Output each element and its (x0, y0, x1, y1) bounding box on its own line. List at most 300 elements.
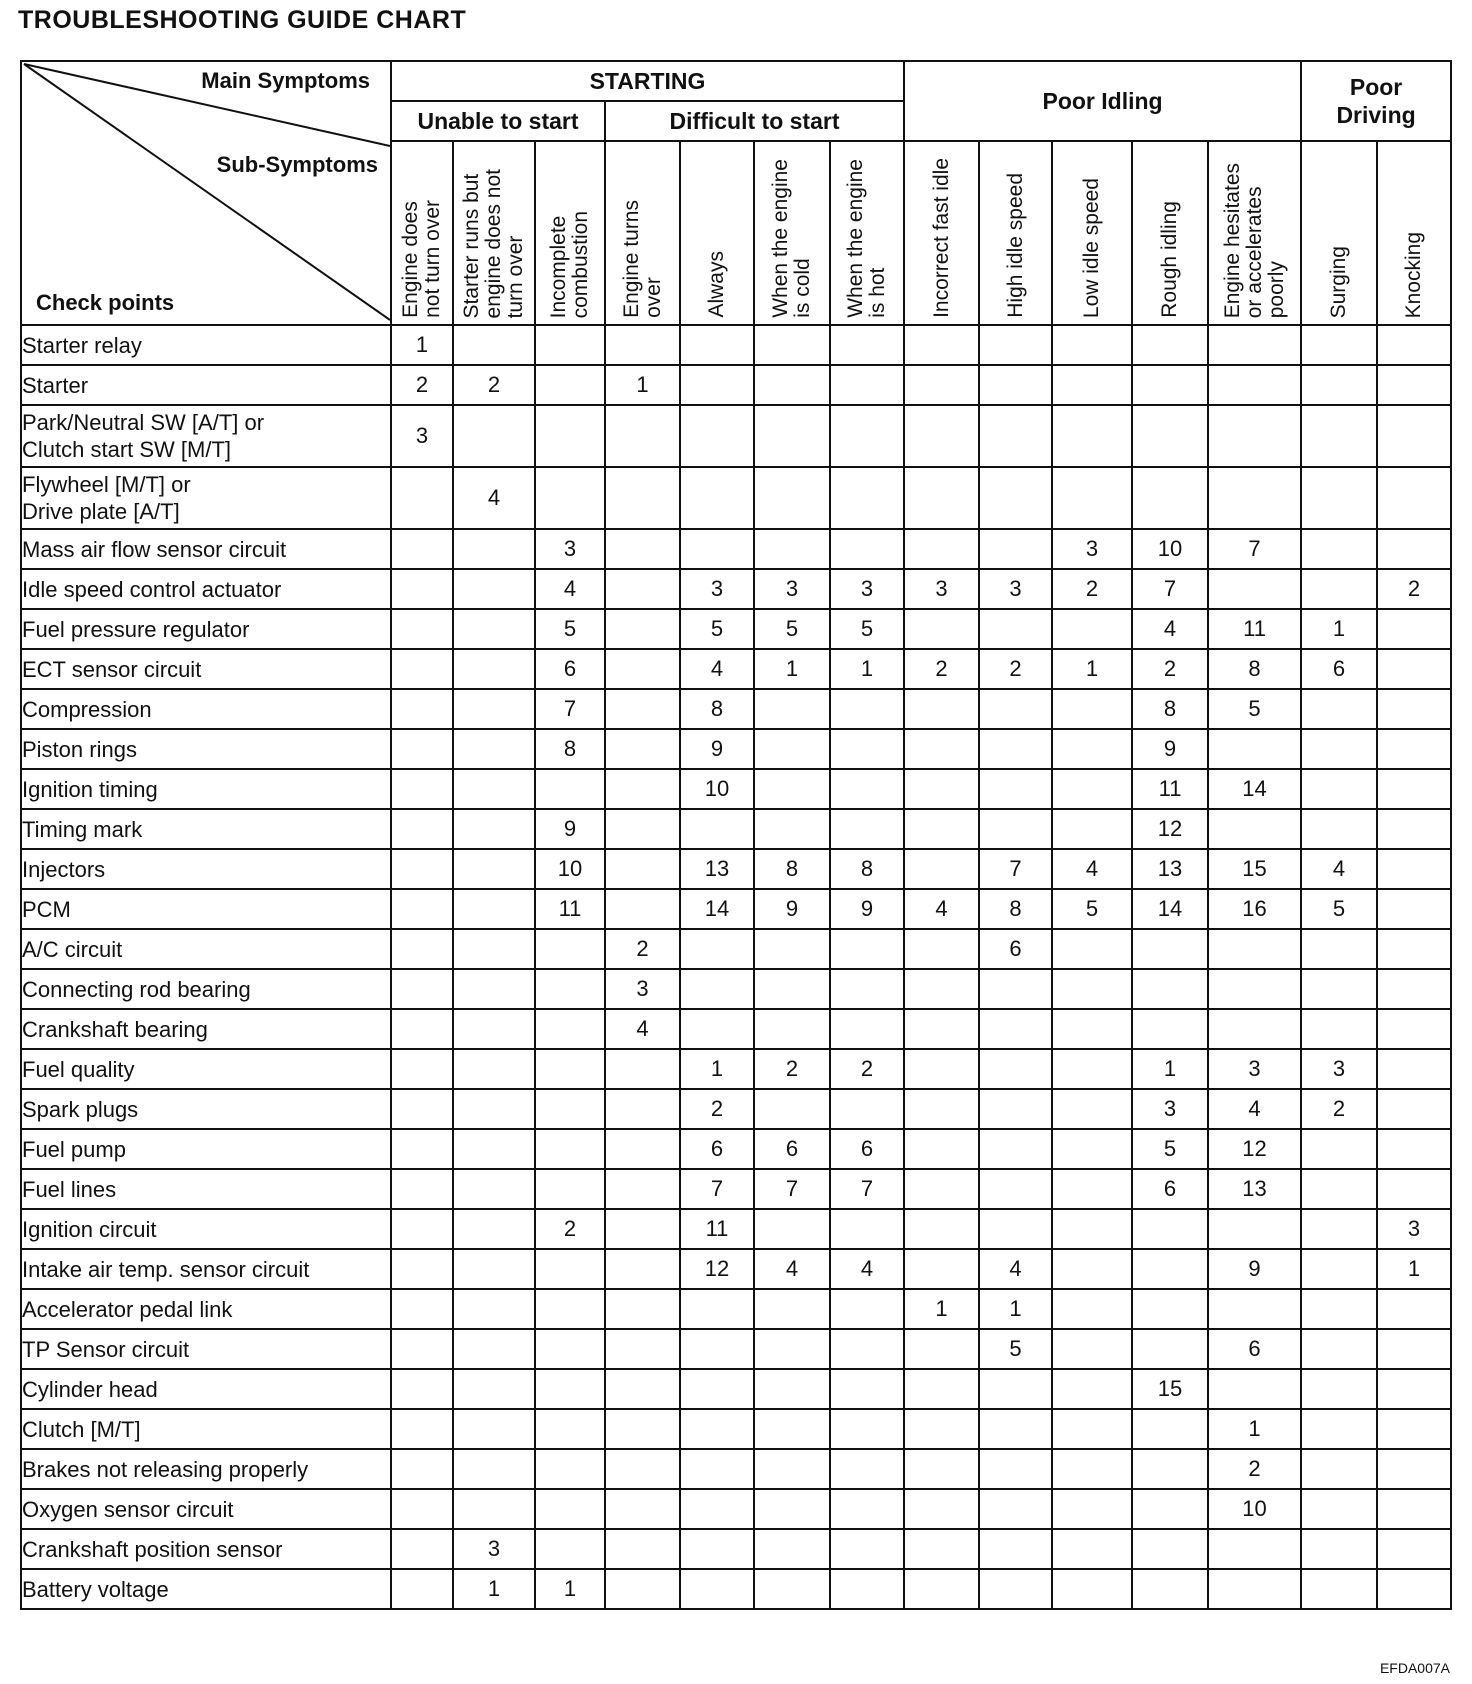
priority-cell (1301, 1249, 1377, 1289)
priority-cell (1301, 969, 1377, 1009)
priority-cell (1301, 1489, 1377, 1529)
check-point-label: Piston rings (21, 729, 391, 769)
priority-cell: 15 (1208, 849, 1301, 889)
priority-cell (391, 1489, 453, 1529)
priority-cell (1052, 1449, 1132, 1489)
priority-cell (391, 729, 453, 769)
priority-cell: 2 (391, 365, 453, 405)
priority-cell: 7 (1208, 529, 1301, 569)
priority-cell (453, 729, 535, 769)
priority-cell (535, 969, 605, 1009)
priority-cell: 4 (680, 649, 754, 689)
table-row (21, 1049, 1451, 1089)
priority-cell (979, 729, 1052, 769)
sub-symptom-label: Surging (1327, 245, 1351, 318)
priority-cell: 9 (1208, 1249, 1301, 1289)
priority-cell: 4 (979, 1249, 1052, 1289)
check-point-label: PCM (21, 889, 391, 929)
priority-cell (904, 689, 979, 729)
priority-cell (391, 609, 453, 649)
priority-cell (1132, 1529, 1208, 1569)
priority-cell (605, 1529, 680, 1569)
priority-cell (605, 325, 680, 365)
priority-cell (453, 1489, 535, 1529)
check-point-label: Crankshaft position sensor (21, 1529, 391, 1569)
priority-cell: 2 (904, 649, 979, 689)
sub-symptom-label: When the engine is cold (769, 159, 814, 318)
priority-cell (453, 1449, 535, 1489)
priority-cell (830, 529, 904, 569)
priority-cell (680, 1489, 754, 1529)
priority-cell (1377, 1449, 1451, 1489)
priority-cell (1377, 1529, 1451, 1569)
priority-cell (754, 529, 830, 569)
priority-cell (1052, 1249, 1132, 1289)
priority-cell (1301, 365, 1377, 405)
priority-cell (391, 1569, 453, 1609)
priority-cell: 2 (754, 1049, 830, 1089)
priority-cell: 11 (1132, 769, 1208, 809)
priority-cell: 9 (754, 889, 830, 929)
priority-cell (1377, 969, 1451, 1009)
priority-cell: 13 (680, 849, 754, 889)
priority-cell (1377, 467, 1451, 529)
priority-cell (1132, 365, 1208, 405)
priority-cell (1301, 1129, 1377, 1169)
check-point-label: Spark plugs (21, 1089, 391, 1129)
priority-cell (453, 1209, 535, 1249)
corner-diagonal-lines (22, 62, 392, 324)
priority-cell: 1 (1132, 1049, 1208, 1089)
priority-cell: 10 (535, 849, 605, 889)
table-row (21, 729, 1451, 769)
table-row (21, 1129, 1451, 1169)
sub-symptom-header (830, 141, 904, 325)
table-row (21, 1409, 1451, 1449)
priority-cell (904, 1569, 979, 1609)
priority-cell (391, 529, 453, 569)
priority-cell (605, 1049, 680, 1089)
priority-cell (1377, 1089, 1451, 1129)
group-starting: STARTING (391, 61, 904, 101)
table-row (21, 325, 1451, 365)
priority-cell: 8 (830, 849, 904, 889)
check-point-label: Accelerator pedal link (21, 1289, 391, 1329)
priority-cell (904, 325, 979, 365)
priority-cell (979, 769, 1052, 809)
priority-cell (1301, 325, 1377, 365)
priority-cell (535, 1289, 605, 1329)
priority-cell (754, 969, 830, 1009)
priority-cell (1052, 1089, 1132, 1129)
priority-cell: 6 (1132, 1169, 1208, 1209)
priority-cell (1052, 609, 1132, 649)
priority-cell (1132, 1209, 1208, 1249)
priority-cell (830, 1569, 904, 1609)
priority-cell: 8 (979, 889, 1052, 929)
priority-cell (979, 467, 1052, 529)
priority-cell (904, 1409, 979, 1449)
priority-cell (979, 1129, 1052, 1169)
check-point-label: Connecting rod bearing (21, 969, 391, 1009)
priority-cell (754, 729, 830, 769)
priority-cell (1052, 1129, 1132, 1169)
priority-cell: 16 (1208, 889, 1301, 929)
priority-cell: 2 (535, 1209, 605, 1249)
priority-cell: 9 (1132, 729, 1208, 769)
priority-cell: 10 (1132, 529, 1208, 569)
sub-symptoms-label: Sub-Symptoms (216, 152, 378, 177)
group-difficult-to-start: Difficult to start (605, 101, 904, 141)
priority-cell (754, 325, 830, 365)
priority-cell (1052, 1569, 1132, 1609)
priority-cell (1377, 325, 1451, 365)
table-row (21, 1449, 1451, 1489)
priority-cell: 11 (535, 889, 605, 929)
priority-cell: 8 (680, 689, 754, 729)
sub-symptom-label: Incomplete combustion (547, 210, 592, 318)
priority-cell (1377, 609, 1451, 649)
priority-cell (680, 1289, 754, 1329)
sub-symptom-header (453, 141, 535, 325)
priority-cell (1377, 1169, 1451, 1209)
priority-cell (391, 1329, 453, 1369)
priority-cell (1132, 1489, 1208, 1529)
priority-cell (1132, 929, 1208, 969)
priority-cell: 6 (535, 649, 605, 689)
priority-cell: 5 (1301, 889, 1377, 929)
sub-symptom-label: Knocking (1402, 231, 1426, 318)
priority-cell (1132, 1249, 1208, 1289)
check-point-label: Injectors (21, 849, 391, 889)
priority-cell (979, 689, 1052, 729)
priority-cell (535, 1449, 605, 1489)
priority-cell (904, 929, 979, 969)
table-row (21, 929, 1451, 969)
priority-cell (904, 529, 979, 569)
priority-cell (535, 1249, 605, 1289)
priority-cell (1052, 809, 1132, 849)
priority-cell (391, 1529, 453, 1569)
priority-cell (1208, 1209, 1301, 1249)
priority-cell (1052, 969, 1132, 1009)
priority-cell (1052, 1489, 1132, 1529)
priority-cell (391, 1409, 453, 1449)
chart-title: TROUBLESHOOTING GUIDE CHART (18, 6, 467, 34)
sub-symptom-header (1377, 141, 1451, 325)
table-row (21, 849, 1451, 889)
priority-cell (680, 1369, 754, 1409)
priority-cell (904, 1369, 979, 1409)
priority-cell (1052, 729, 1132, 769)
priority-cell (830, 689, 904, 729)
priority-cell (830, 467, 904, 529)
priority-cell (904, 969, 979, 1009)
priority-cell (605, 405, 680, 467)
priority-cell (1377, 1049, 1451, 1089)
priority-cell (904, 1009, 979, 1049)
priority-cell (979, 1209, 1052, 1249)
check-point-label: Compression (21, 689, 391, 729)
priority-cell: 4 (1208, 1089, 1301, 1129)
priority-cell (453, 849, 535, 889)
priority-cell (1052, 929, 1132, 969)
priority-cell (904, 365, 979, 405)
priority-cell (453, 889, 535, 929)
priority-cell (391, 1169, 453, 1209)
sub-symptom-label: Rough idling (1158, 201, 1182, 318)
priority-cell: 3 (1132, 1089, 1208, 1129)
priority-cell: 5 (979, 1329, 1052, 1369)
priority-cell (1052, 1409, 1132, 1449)
priority-cell (979, 1569, 1052, 1609)
priority-cell: 11 (680, 1209, 754, 1249)
table-row (21, 529, 1451, 569)
priority-cell: 1 (904, 1289, 979, 1329)
priority-cell (1052, 365, 1132, 405)
priority-cell (979, 1449, 1052, 1489)
priority-cell (830, 1329, 904, 1369)
priority-cell (605, 889, 680, 929)
priority-cell: 2 (605, 929, 680, 969)
priority-cell: 3 (979, 569, 1052, 609)
sub-symptom-header (1301, 141, 1377, 325)
priority-cell: 5 (830, 609, 904, 649)
priority-cell (680, 325, 754, 365)
priority-cell: 7 (1132, 569, 1208, 609)
priority-cell (754, 365, 830, 405)
sub-symptom-header (754, 141, 830, 325)
priority-cell (605, 1129, 680, 1169)
priority-cell (904, 1049, 979, 1089)
priority-cell: 1 (535, 1569, 605, 1609)
priority-cell (904, 849, 979, 889)
priority-cell (391, 1289, 453, 1329)
priority-cell: 2 (1301, 1089, 1377, 1129)
priority-cell: 7 (535, 689, 605, 729)
priority-cell: 3 (754, 569, 830, 609)
priority-cell (680, 1569, 754, 1609)
table-row (21, 1009, 1451, 1049)
priority-cell (1377, 809, 1451, 849)
priority-cell: 6 (680, 1129, 754, 1169)
priority-cell (1052, 1169, 1132, 1209)
priority-cell: 12 (1208, 1129, 1301, 1169)
priority-cell (1208, 467, 1301, 529)
priority-cell (1052, 405, 1132, 467)
priority-cell (830, 1409, 904, 1449)
priority-cell: 1 (680, 1049, 754, 1089)
priority-cell (754, 1089, 830, 1129)
priority-cell (1052, 689, 1132, 729)
priority-cell (979, 325, 1052, 365)
priority-cell (1301, 1449, 1377, 1489)
priority-cell (453, 569, 535, 609)
priority-cell: 14 (1208, 769, 1301, 809)
priority-cell: 1 (1301, 609, 1377, 649)
priority-cell (979, 1049, 1052, 1089)
priority-cell (391, 969, 453, 1009)
priority-cell (605, 1569, 680, 1609)
priority-cell (535, 1049, 605, 1089)
table-row (21, 1529, 1451, 1569)
priority-cell (1208, 1009, 1301, 1049)
priority-cell (1132, 969, 1208, 1009)
priority-cell (453, 609, 535, 649)
priority-cell (535, 769, 605, 809)
priority-cell: 1 (754, 649, 830, 689)
table-row (21, 889, 1451, 929)
priority-cell (754, 1209, 830, 1249)
priority-cell (1377, 1329, 1451, 1369)
priority-cell: 1 (1052, 649, 1132, 689)
priority-cell (453, 405, 535, 467)
priority-cell (605, 569, 680, 609)
priority-cell (979, 609, 1052, 649)
priority-cell: 3 (391, 405, 453, 467)
priority-cell (979, 1409, 1052, 1449)
group-poor-idling: Poor Idling (904, 61, 1301, 141)
priority-cell: 8 (754, 849, 830, 889)
priority-cell (1377, 889, 1451, 929)
priority-cell: 4 (830, 1249, 904, 1289)
table-row (21, 467, 1451, 529)
priority-cell: 1 (1208, 1409, 1301, 1449)
priority-cell (535, 1329, 605, 1369)
priority-cell (605, 467, 680, 529)
sub-symptom-label: Engine does not turn over (399, 200, 444, 318)
priority-cell (535, 1369, 605, 1409)
priority-cell: 3 (1377, 1209, 1451, 1249)
priority-cell: 4 (904, 889, 979, 929)
priority-cell (979, 1169, 1052, 1209)
priority-cell (904, 1249, 979, 1289)
priority-cell (904, 1449, 979, 1489)
priority-cell: 4 (1132, 609, 1208, 649)
priority-cell (535, 1489, 605, 1529)
priority-cell (1301, 769, 1377, 809)
priority-cell: 1 (1377, 1249, 1451, 1289)
priority-cell (605, 1169, 680, 1209)
priority-cell (1208, 929, 1301, 969)
check-point-label: Idle speed control actuator (21, 569, 391, 609)
priority-cell: 2 (1052, 569, 1132, 609)
priority-cell (904, 1489, 979, 1529)
priority-cell: 10 (680, 769, 754, 809)
priority-cell (391, 1249, 453, 1289)
priority-cell (391, 889, 453, 929)
priority-cell: 3 (904, 569, 979, 609)
priority-cell: 3 (1052, 529, 1132, 569)
priority-cell: 5 (1208, 689, 1301, 729)
priority-cell (754, 809, 830, 849)
priority-cell (904, 467, 979, 529)
priority-cell (535, 1129, 605, 1169)
priority-cell (1377, 1369, 1451, 1409)
priority-cell (1377, 1569, 1451, 1609)
priority-cell (1301, 569, 1377, 609)
priority-cell (453, 1249, 535, 1289)
priority-cell (830, 1209, 904, 1249)
priority-cell (391, 467, 453, 529)
priority-cell (453, 969, 535, 1009)
priority-cell: 1 (979, 1289, 1052, 1329)
priority-cell (391, 689, 453, 729)
priority-cell (605, 769, 680, 809)
priority-cell (453, 1089, 535, 1129)
priority-cell (754, 1009, 830, 1049)
priority-cell (1132, 405, 1208, 467)
priority-cell: 5 (1132, 1129, 1208, 1169)
priority-cell (680, 529, 754, 569)
priority-cell (830, 1089, 904, 1129)
priority-cell (1301, 1209, 1377, 1249)
priority-cell (904, 809, 979, 849)
priority-cell (1052, 769, 1132, 809)
priority-cell: 12 (1132, 809, 1208, 849)
sub-symptom-header (680, 141, 754, 325)
priority-cell (391, 1049, 453, 1089)
priority-cell: 3 (1208, 1049, 1301, 1089)
priority-cell (680, 929, 754, 969)
sub-symptom-label: High idle speed (1003, 173, 1027, 318)
priority-cell (535, 325, 605, 365)
table-row (21, 809, 1451, 849)
check-point-label: Ignition circuit (21, 1209, 391, 1249)
priority-cell (1301, 1329, 1377, 1369)
priority-cell (830, 365, 904, 405)
priority-cell: 4 (535, 569, 605, 609)
priority-cell (1301, 809, 1377, 849)
priority-cell (605, 729, 680, 769)
priority-cell (1132, 1329, 1208, 1369)
priority-cell (453, 689, 535, 729)
priority-cell (1208, 809, 1301, 849)
priority-cell (754, 1529, 830, 1569)
priority-cell: 2 (1208, 1449, 1301, 1489)
priority-cell (1301, 929, 1377, 969)
priority-cell (453, 809, 535, 849)
priority-cell: 3 (535, 529, 605, 569)
table-row (21, 1289, 1451, 1329)
check-point-label: Battery voltage (21, 1569, 391, 1609)
priority-cell (453, 649, 535, 689)
sub-symptom-header (535, 141, 605, 325)
priority-cell (680, 1449, 754, 1489)
priority-cell: 1 (453, 1569, 535, 1609)
priority-cell (605, 1369, 680, 1409)
priority-cell (391, 569, 453, 609)
priority-cell (830, 1009, 904, 1049)
sub-symptom-header (1132, 141, 1208, 325)
priority-cell (453, 325, 535, 365)
priority-cell (904, 1169, 979, 1209)
priority-cell: 14 (680, 889, 754, 929)
table-row (21, 569, 1451, 609)
priority-cell (605, 1409, 680, 1449)
priority-cell (830, 1529, 904, 1569)
priority-cell (1052, 467, 1132, 529)
priority-cell (904, 1089, 979, 1129)
priority-cell (453, 1129, 535, 1169)
table-row (21, 1329, 1451, 1369)
priority-cell (979, 1089, 1052, 1129)
priority-cell (754, 769, 830, 809)
priority-cell (1208, 1289, 1301, 1329)
priority-cell: 5 (754, 609, 830, 649)
priority-cell (1052, 1529, 1132, 1569)
priority-cell (1052, 1009, 1132, 1049)
